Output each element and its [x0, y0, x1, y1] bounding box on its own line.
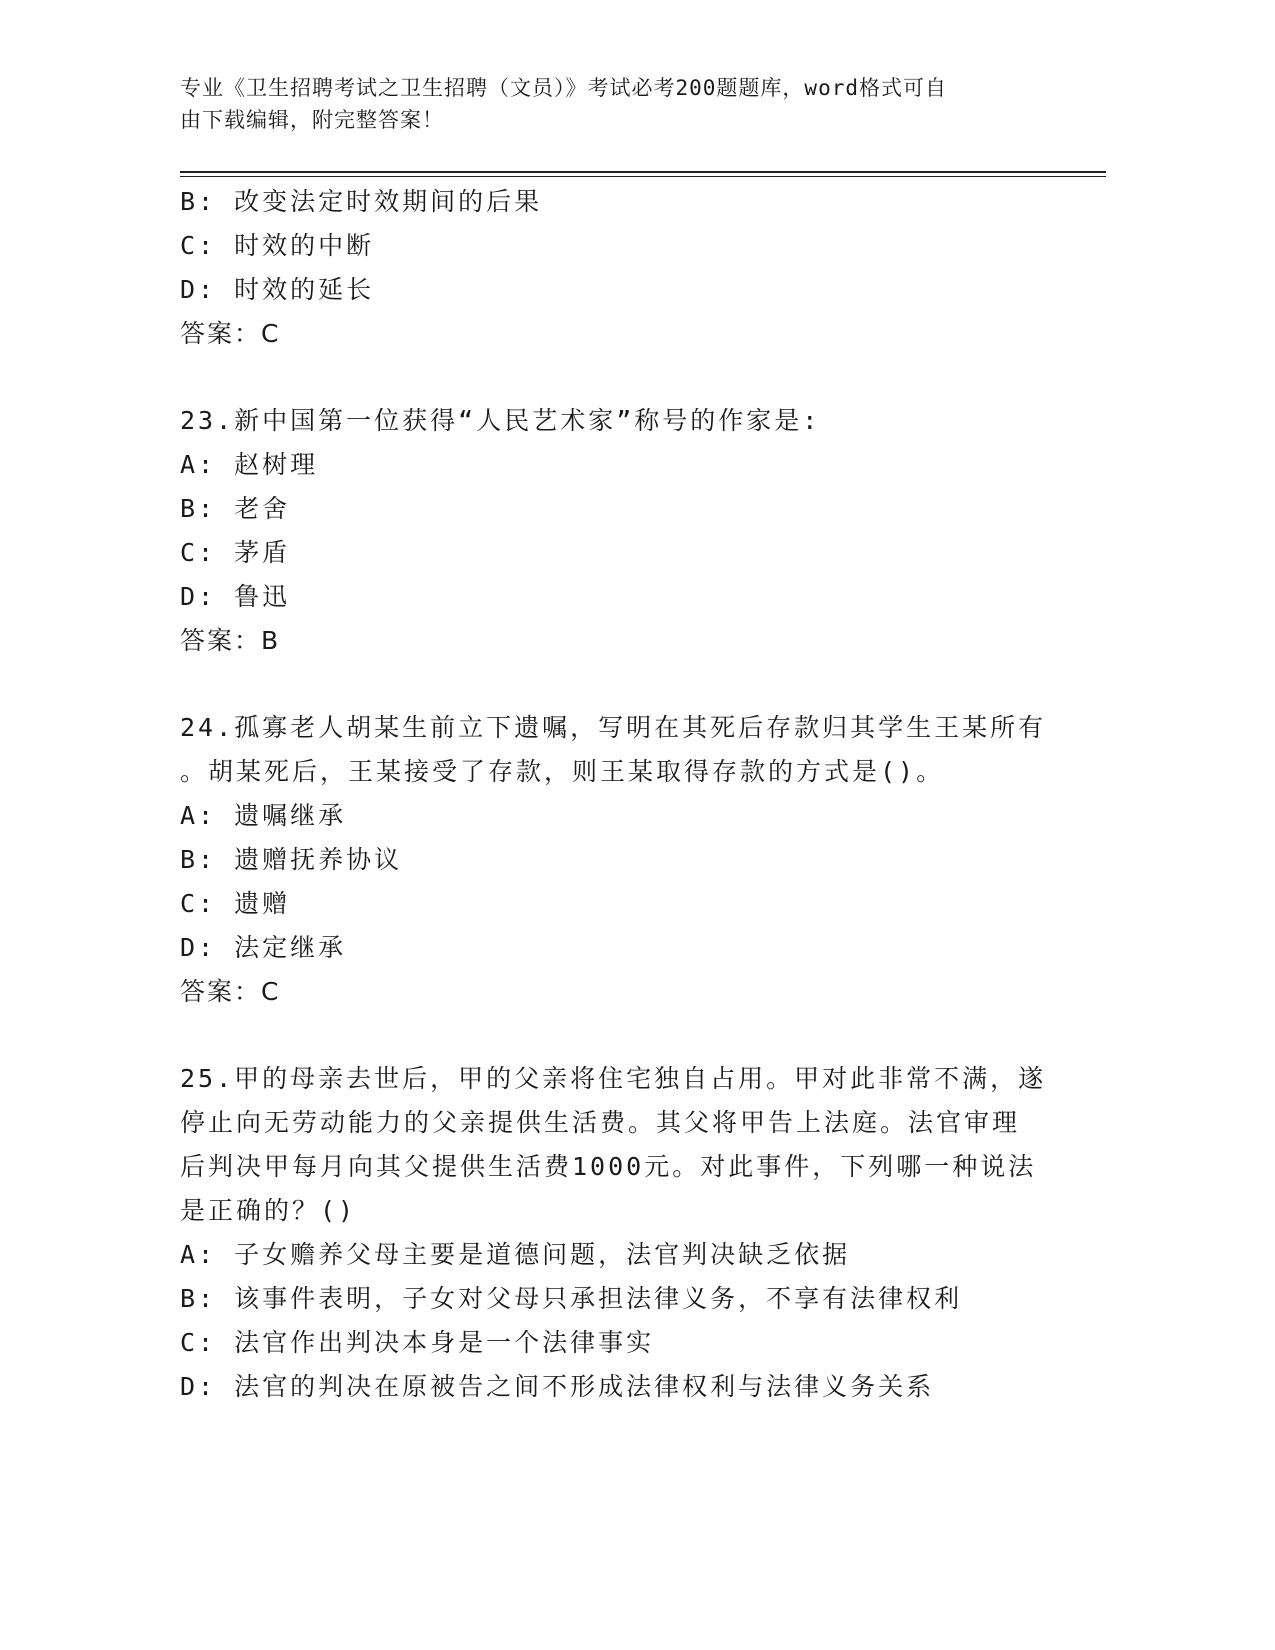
- option-b: B: 老舍: [180, 494, 291, 523]
- document-header: [180, 72, 1040, 136]
- option-b: B: 改变法定时效期间的后果: [180, 187, 543, 216]
- option-c: C: 时效的中断: [180, 231, 375, 260]
- option-d: D: 鲁迅: [180, 582, 291, 611]
- question-list: [180, 180, 1047, 1409]
- stem-line: 。胡某死后，王某接受了存款，则王某取得存款的方式是()。: [180, 757, 945, 786]
- option-b: B: 该事件表明，子女对父母只承担法律义务，不享有法律权利: [180, 1284, 963, 1313]
- header-line-1: 专业《卫生招聘考试之卫生招聘（文员）》考试必考200题题库，word格式可自: [180, 76, 947, 100]
- question-stem: [180, 1057, 1047, 1233]
- header-rule-thick: [180, 171, 1106, 173]
- answer-line: 答案：B: [180, 626, 281, 655]
- option-c: C: 遗赠: [180, 889, 291, 918]
- option-d: D: 法定继承: [180, 933, 347, 962]
- option-a: A: 赵树理: [180, 450, 319, 479]
- option-c: C: 茅盾: [180, 538, 291, 567]
- answer-line: 答案：C: [180, 319, 281, 348]
- question-stem: 23.新中国第一位获得“人民艺术家”称号的作家是:: [180, 406, 821, 435]
- stem-line: 24.孤寡老人胡某生前立下遗嘱，写明在其死后存款归其学生王某所有: [180, 713, 1047, 742]
- question-22: [180, 180, 1040, 356]
- stem-line: 后判决甲每月向其父提供生活费1000元。对此事件，下列哪一种说法: [180, 1152, 1037, 1181]
- option-b: B: 遗赠抚养协议: [180, 845, 403, 874]
- header-rule-thin: [180, 176, 1106, 177]
- option-c: C: 法官作出判决本身是一个法律事实: [180, 1328, 655, 1357]
- header-line-2: 由下载编辑，附完整答案！: [180, 108, 444, 132]
- question-23: [180, 399, 1040, 663]
- stem-line: 是正确的？(): [180, 1196, 357, 1225]
- question-24: [180, 706, 1047, 1014]
- stem-line: 停止向无劳动能力的父亲提供生活费。其父将甲告上法庭。法官审理: [180, 1108, 1021, 1137]
- option-d: D: 时效的延长: [180, 275, 375, 304]
- question-stem: [180, 706, 1047, 794]
- answer-line: 答案：C: [180, 977, 281, 1006]
- option-a: A: 子女赡养父母主要是道德问题，法官判决缺乏依据: [180, 1240, 851, 1269]
- question-25: [180, 1057, 1047, 1409]
- stem-line: 25.甲的母亲去世后，甲的父亲将住宅独自占用。甲对此非常不满，遂: [180, 1064, 1047, 1093]
- option-a: A: 遗嘱继承: [180, 801, 347, 830]
- option-d: D: 法官的判决在原被告之间不形成法律权利与法律义务关系: [180, 1372, 935, 1401]
